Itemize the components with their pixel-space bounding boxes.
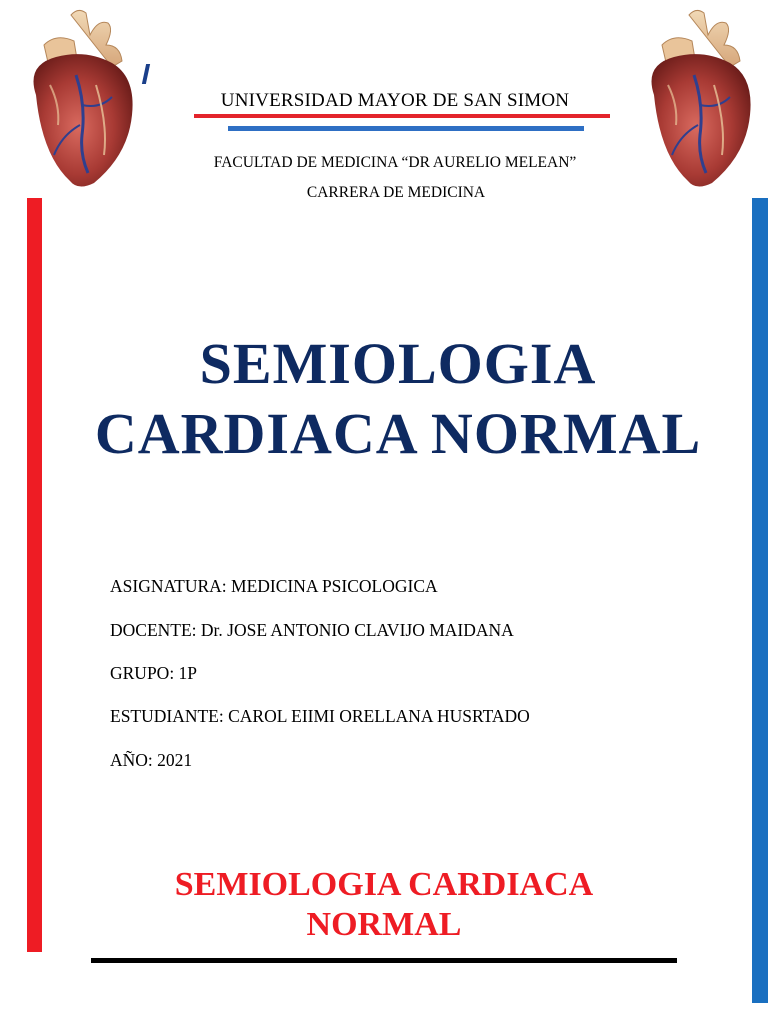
header-red-rule	[194, 114, 610, 118]
faculty-name: FACULTAD DE MEDICINA “DR AURELIO MELEAN”	[213, 154, 577, 171]
left-red-bar	[27, 198, 42, 952]
student-line: ESTUDIANTE: CAROL EIIMI ORELLANA HUSRTADO	[110, 706, 530, 726]
university-name: UNIVERSIDAD MAYOR DE SAN SIMON	[220, 90, 570, 111]
subtitle-line-2: NORMAL	[306, 906, 462, 943]
teacher-line: DOCENTE: Dr. JOSE ANTONIO CLAVIJO MAIDANA	[110, 620, 514, 640]
year-line: AÑO: 2021	[110, 750, 193, 770]
bottom-rule	[91, 958, 677, 963]
main-title-line-2: CARDIACA NORMAL	[94, 401, 702, 466]
header-blue-rule	[228, 126, 584, 131]
group-line: GRUPO: 1P	[110, 663, 198, 683]
career-name: CARRERA DE MEDICINA	[306, 184, 486, 201]
main-title-line-1: SEMIOLOGIA	[199, 331, 597, 396]
subtitle-line-1: SEMIOLOGIA CARDIACA	[174, 866, 594, 903]
subject-line: ASIGNATURA: MEDICINA PSICOLOGICA	[110, 576, 438, 596]
